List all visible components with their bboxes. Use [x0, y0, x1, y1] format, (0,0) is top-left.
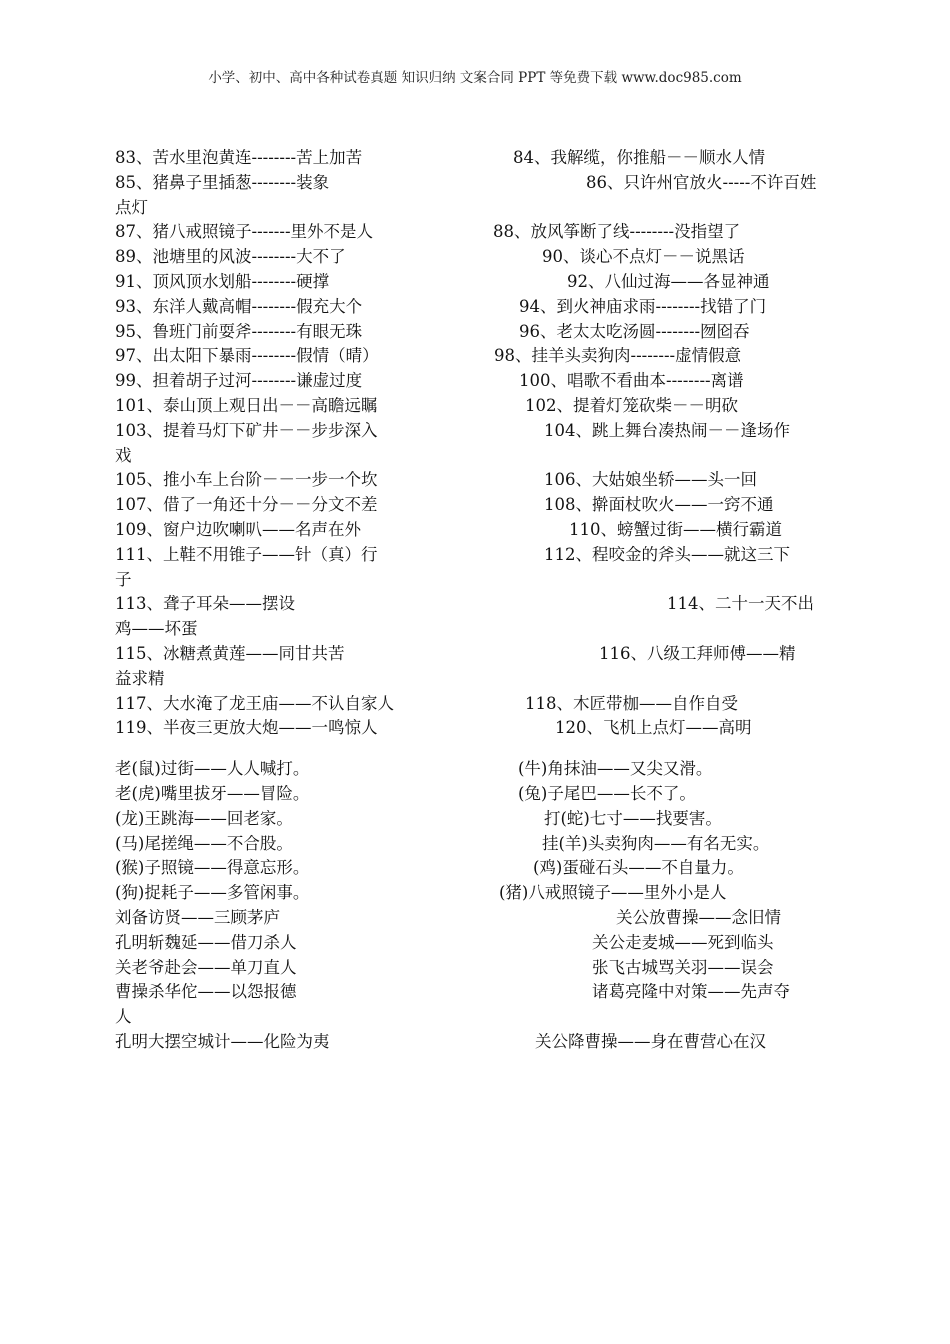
section-zodiac-and-three-kingdoms	[115, 757, 835, 1055]
xiehouyu-continuation: 子	[115, 569, 132, 589]
xiehouyu-continuation: 戏	[115, 445, 132, 465]
xiehouyu-left: 关老爷赴会——单刀直人	[115, 957, 297, 977]
section-numbered-proverbs	[115, 146, 835, 741]
xiehouyu-right: 100、唱歌不看曲本--------离谱	[519, 371, 744, 391]
xiehouyu-row	[115, 369, 835, 394]
xiehouyu-row	[115, 146, 835, 171]
xiehouyu-row	[115, 881, 835, 906]
xiehouyu-right: 88、放风筝断了线--------没指望了	[493, 222, 741, 242]
xiehouyu-right: 关公走麦城——死到临头	[592, 932, 774, 952]
xiehouyu-left: 117、大水淹了龙王庙——不认自家人	[115, 693, 394, 713]
xiehouyu-left: 99、担着胡子过河--------谦虚过度	[115, 371, 363, 391]
xiehouyu-row	[115, 295, 835, 320]
xiehouyu-left: (龙)王跳海——回老家。	[115, 808, 293, 828]
xiehouyu-right: 关公放曹操——念旧情	[616, 907, 781, 927]
xiehouyu-right: (鸡)蛋碰石头——不自量力。	[533, 858, 744, 878]
xiehouyu-row	[115, 856, 835, 881]
xiehouyu-left: 95、鲁班门前耍斧--------有眼无珠	[115, 321, 363, 341]
xiehouyu-left: 103、提着马灯下矿井－－步步深入	[115, 420, 378, 440]
xiehouyu-row	[115, 592, 835, 642]
xiehouyu-left: 85、猪鼻子里插葱--------装象	[115, 172, 330, 192]
xiehouyu-row	[115, 171, 835, 221]
xiehouyu-right: 120、飞机上点灯——高明	[555, 718, 752, 738]
xiehouyu-continuation: 人	[115, 1007, 132, 1027]
xiehouyu-row	[115, 757, 835, 782]
xiehouyu-right: 86、只许州官放火-----不许百姓	[586, 172, 817, 192]
xiehouyu-row	[115, 245, 835, 270]
xiehouyu-right: 关公降曹操——身在曹营心在汉	[535, 1031, 766, 1051]
xiehouyu-row	[115, 220, 835, 245]
xiehouyu-row	[115, 270, 835, 295]
xiehouyu-right: 98、挂羊头卖狗肉--------虚情假意	[494, 346, 742, 366]
xiehouyu-row	[115, 906, 835, 931]
xiehouyu-row	[115, 980, 835, 1030]
xiehouyu-right: 106、大姑娘坐轿——头一回	[544, 470, 757, 490]
xiehouyu-right: 96、老太太吃汤圆--------囫囵吞	[519, 321, 750, 341]
xiehouyu-left: (猴)子照镜——得意忘形。	[115, 858, 310, 878]
xiehouyu-left: (狗)捉耗子——多管闲事。	[115, 883, 310, 903]
xiehouyu-left: 105、推小车上台阶－－一步一个坎	[115, 470, 378, 490]
xiehouyu-left: 101、泰山顶上观日出－－高瞻远瞩	[115, 395, 378, 415]
xiehouyu-row	[115, 931, 835, 956]
xiehouyu-right: 诸葛亮隆中对策——先声夺	[592, 982, 790, 1002]
xiehouyu-row	[115, 543, 835, 593]
xiehouyu-right: 118、木匠带枷——自作自受	[525, 693, 738, 713]
xiehouyu-left: 曹操杀华佗——以怨报德	[115, 982, 297, 1002]
xiehouyu-left: 87、猪八戒照镜子-------里外不是人	[115, 222, 374, 242]
xiehouyu-left: 109、窗户边吹喇叭——名声在外	[115, 519, 361, 539]
xiehouyu-left: 孔明斩魏延——借刀杀人	[115, 932, 297, 952]
xiehouyu-left: 111、上鞋不用锥子——针（真）行	[115, 544, 378, 564]
xiehouyu-row	[115, 692, 835, 717]
xiehouyu-continuation: 益求精	[115, 668, 165, 688]
xiehouyu-row	[115, 1030, 835, 1055]
xiehouyu-right: 114、二十一天不出	[667, 594, 814, 614]
xiehouyu-left: 老(虎)嘴里拔牙——冒险。	[115, 783, 310, 803]
xiehouyu-row	[115, 782, 835, 807]
xiehouyu-right: 116、八级工拜师傅——精	[599, 643, 796, 663]
xiehouyu-row	[115, 716, 835, 741]
xiehouyu-row	[115, 518, 835, 543]
xiehouyu-right: 102、提着灯笼砍柴－－明砍	[525, 395, 738, 415]
xiehouyu-continuation: 点灯	[115, 197, 148, 217]
xiehouyu-left: 115、冰糖煮黄莲——同甘共苦	[115, 643, 345, 663]
xiehouyu-row	[115, 956, 835, 981]
page-header: 小学、初中、高中各种试卷真题 知识归纳 文案合同 PPT 等免费下载 www.doc985.com	[208, 70, 742, 86]
xiehouyu-right: 84、我解缆，你推船－－顺水人情	[513, 148, 765, 167]
xiehouyu-right: 张飞古城骂关羽——误会	[592, 957, 774, 977]
xiehouyu-right: (猪)八戒照镜子——里外小是人	[499, 883, 727, 903]
xiehouyu-left: 107、借了一角还十分－－分文不差	[115, 495, 378, 515]
xiehouyu-row	[115, 394, 835, 419]
xiehouyu-right: 94、到火神庙求雨--------找错了门	[519, 296, 767, 316]
xiehouyu-row	[115, 468, 835, 493]
section-gap	[115, 741, 835, 757]
xiehouyu-right: 92、八仙过海——各显神通	[567, 271, 770, 291]
xiehouyu-left: 93、东洋人戴高帽--------假充大个	[115, 296, 363, 316]
xiehouyu-right: 108、擀面杖吹火——一窍不通	[544, 495, 774, 515]
xiehouyu-row	[115, 320, 835, 345]
xiehouyu-continuation: 鸡——坏蛋	[115, 619, 198, 639]
xiehouyu-left: 89、池塘里的风波--------大不了	[115, 247, 346, 267]
xiehouyu-row	[115, 493, 835, 518]
xiehouyu-right: 打(蛇)七寸——找要害。	[544, 808, 722, 828]
xiehouyu-row	[115, 807, 835, 832]
xiehouyu-left: 83、苦水里泡黄连--------苦上加苦	[115, 148, 363, 167]
xiehouyu-right: (牛)角抹油——又尖又滑。	[518, 759, 713, 779]
xiehouyu-row	[115, 419, 835, 469]
xiehouyu-row	[115, 832, 835, 857]
xiehouyu-left: 119、半夜三更放大炮——一鸣惊人	[115, 718, 378, 738]
xiehouyu-right: 104、跳上舞台凑热闹－－逢场作	[544, 420, 790, 440]
xiehouyu-left: 91、顶风顶水划船--------硬撑	[115, 271, 330, 291]
xiehouyu-right: 挂(羊)头卖狗肉——有名无实。	[542, 833, 770, 853]
xiehouyu-row	[115, 642, 835, 692]
xiehouyu-right: 90、谈心不点灯－－说黑话	[542, 247, 745, 267]
document-body	[115, 146, 835, 1055]
xiehouyu-left: 113、聋子耳朵——摆设	[115, 594, 295, 614]
xiehouyu-right: 110、螃蟹过街——横行霸道	[569, 519, 782, 539]
xiehouyu-left: 孔明大摆空城计——化险为夷	[115, 1031, 330, 1051]
xiehouyu-right: (兔)子尾巴——长不了。	[518, 783, 696, 803]
xiehouyu-right: 112、程咬金的斧头——就这三下	[544, 544, 790, 564]
xiehouyu-left: 老(鼠)过街——人人喊打。	[115, 759, 310, 779]
xiehouyu-left: 刘备访贤——三顾茅庐	[115, 907, 280, 927]
xiehouyu-left: (马)尾搓绳——不合股。	[115, 833, 293, 853]
xiehouyu-row	[115, 344, 835, 369]
xiehouyu-left: 97、出太阳下暴雨--------假情（晴）	[115, 346, 379, 366]
